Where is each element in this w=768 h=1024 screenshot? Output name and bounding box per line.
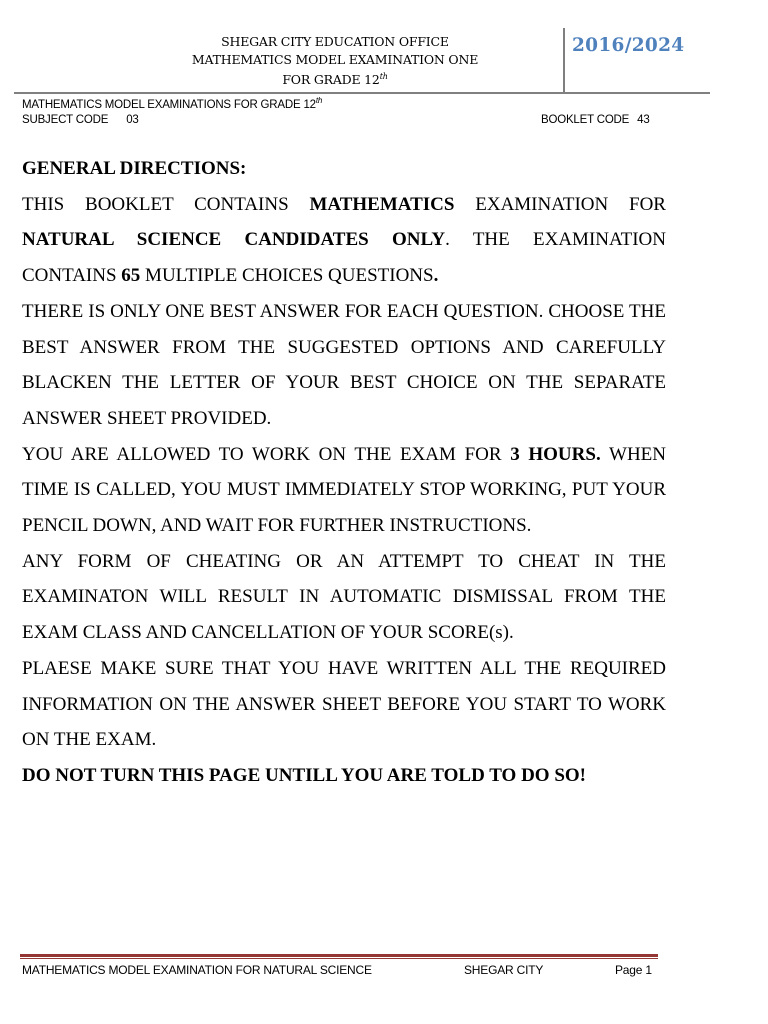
p1-bold-count: 65 — [121, 265, 141, 287]
exam-subtitle — [22, 96, 322, 111]
header-horizontal-rule — [14, 92, 710, 94]
booklet-code-label: BOOKLET CODE — [541, 114, 630, 126]
p1-text-4: MULTIPLE CHOICES QUESTIONS — [140, 265, 434, 287]
footer-rule-thin — [20, 958, 658, 959]
grade-line — [160, 68, 510, 89]
header-title-block — [160, 33, 510, 89]
p3-text-1: YOU ARE ALLOWED TO WORK ON THE EXAM FOR — [22, 443, 511, 465]
directions-paragraph-1 — [22, 187, 666, 294]
grade-suffix: th — [379, 72, 388, 81]
p1-bold-subject: MATHEMATICS — [309, 193, 455, 215]
p1-text-1: THIS BOOKLET CONTAINS — [22, 193, 310, 215]
booklet-code-value: 43 — [637, 114, 650, 126]
subject-code-value: 03 — [126, 114, 139, 126]
office-name: SHEGAR CITY EDUCATION OFFICE — [221, 34, 449, 49]
footer-left: MATHEMATICS MODEL EXAMINATION FOR NATURAL SCIENCE — [22, 963, 372, 977]
page-number: Page 1 — [615, 963, 652, 977]
footer-rule-thick — [20, 954, 658, 957]
exam-subtitle-text: MATHEMATICS MODEL EXAMINATIONS FOR GRADE 12 — [22, 98, 316, 111]
header-vertical-divider — [563, 28, 565, 92]
general-directions — [22, 151, 666, 794]
subject-code — [22, 114, 139, 126]
p3-bold-duration: 3 HOURS. — [510, 443, 601, 465]
p1-text-2: EXAMINATION FOR — [454, 193, 666, 215]
booklet-code — [541, 114, 650, 126]
exam-year: 2016/2024 — [572, 35, 685, 56]
subject-code-label: SUBJECT CODE — [22, 114, 109, 126]
p1-bold-candidates: NATURAL SCIENCE CANDIDATES ONLY — [22, 229, 446, 251]
closing-warning: DO NOT TURN THIS PAGE UNTILL YOU ARE TOLD TO DO SO! — [22, 764, 586, 786]
p1-text-3: . THE EXAMINATION CONTAINS — [22, 229, 666, 287]
exam-title: MATHEMATICS MODEL EXAMINATION ONE — [191, 51, 479, 67]
p3-text-2: WHEN TIME IS CALLED, YOU MUST IMMEDIATELY STOP WORKING, PUT YOUR PENCIL DOWN, AND WAIT FOR FURTHER INSTRUCTIONS. — [22, 443, 667, 537]
directions-paragraph-4: ANY FORM OF CHEATING OR AN ATTEMPT TO CHEAT IN THE EXAMINATON WILL RESULT IN AUTOMATIC DISMISSAL FROM THE EXAM CLASS AND CANCELLATION OF YOUR SCORE(s). — [22, 550, 666, 644]
p1-bold-period: . — [433, 265, 439, 287]
grade-prefix: FOR GRADE 12 — [282, 72, 380, 88]
directions-paragraph-3 — [22, 437, 666, 544]
footer-center: SHEGAR CITY — [464, 963, 544, 977]
exam-subtitle-suffix: th — [315, 96, 323, 105]
directions-paragraph-5: PLAESE MAKE SURE THAT YOU HAVE WRITTEN ALL THE REQUIRED INFORMATION ON THE ANSWER SHEET BEFORE YOU START TO WORK ON THE EXAM. — [22, 657, 666, 751]
directions-paragraph-2: THERE IS ONLY ONE BEST ANSWER FOR EACH QUESTION. CHOOSE THE BEST ANSWER FROM THE SUGGESTED OPTIONS AND CAREFULLY BLACKEN THE LETTER OF YOUR BEST CHOICE ON THE SEPARATE ANSWER SHEET PROVIDED. — [22, 300, 666, 429]
directions-heading: GENERAL DIRECTIONS: — [22, 158, 247, 179]
